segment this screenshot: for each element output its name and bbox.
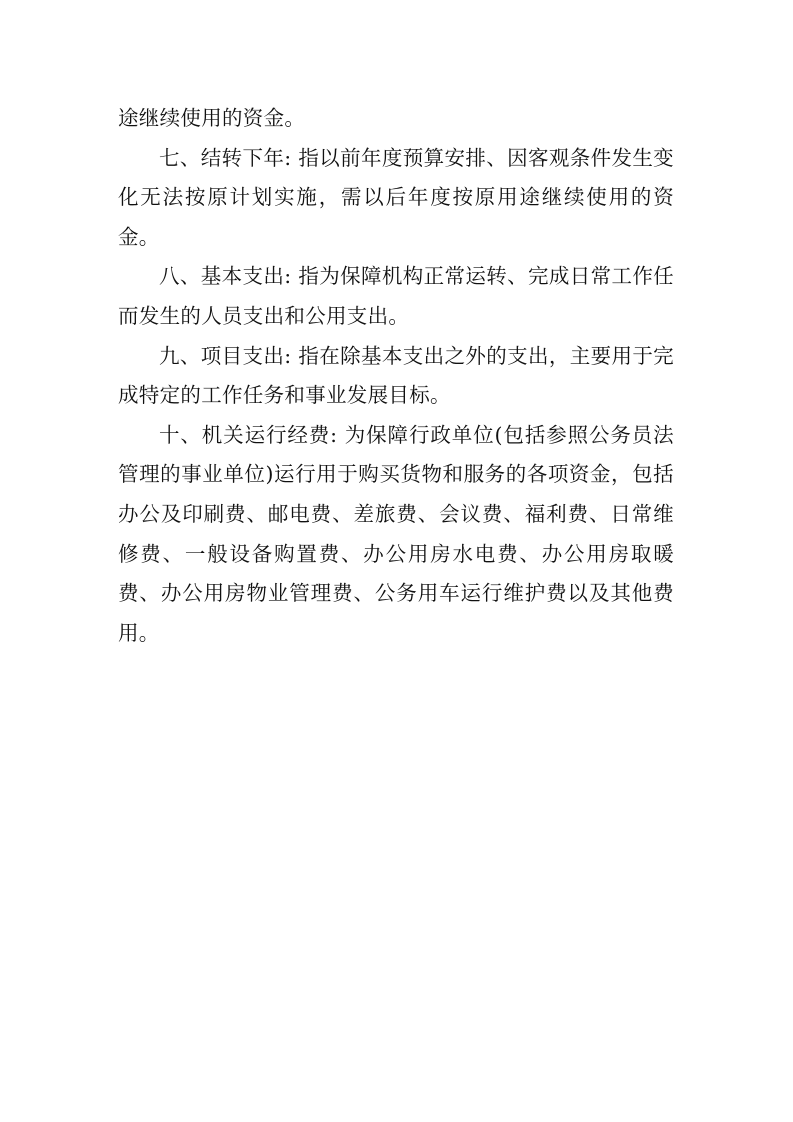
paragraph-item-8-basic-expenditure: 八、基本支出: 指为保障机构正常运转、完成日常工作任而发生的人员支出和公用支出。 xyxy=(118,264,674,328)
paragraph-continued: 途继续使用的资金。 xyxy=(118,106,306,130)
paragraph-item-7-carryover: 七、结转下年: 指以前年度预算安排、因客观条件发生变化无法按原计划实施，需以后年度按原用途继续使用的资金。 xyxy=(118,145,674,249)
paragraph-item-9-project-expenditure: 九、项目支出: 指在除基本支出之外的支出，主要用于完成特定的工作任务和事业发展目标。 xyxy=(118,343,674,408)
document-body xyxy=(118,99,674,653)
paragraph-item-10-operating-funds: 十、机关运行经费: 为保障行政单位(包括参照公务员法管理的事业单位)运行用于购买货物和服务的各项资金，包括办公及印刷费、邮电费、差旅费、会议费、福利费、日常维修费、一般设备购置费、办公用房水电费、办公用房取暖费、办公用房物业管理费、公务用车运行维护费以及其他费用。 xyxy=(118,422,674,645)
